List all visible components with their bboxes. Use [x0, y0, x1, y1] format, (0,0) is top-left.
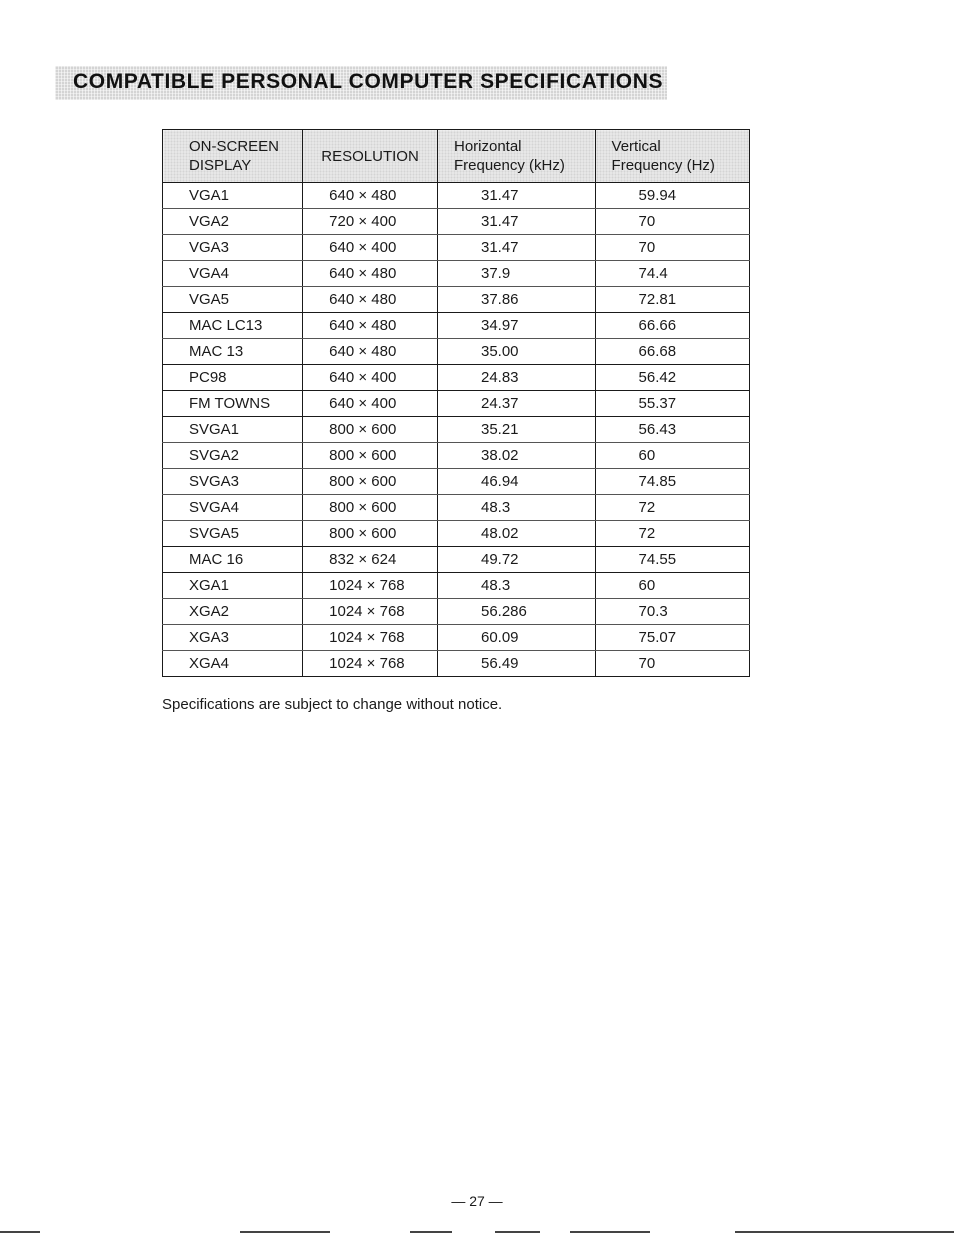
table-row — [163, 443, 750, 469]
cell-display-mode: VGA3 — [163, 235, 303, 261]
cell-resolution: 800 × 600 — [303, 469, 438, 495]
cell-display-mode: VGA1 — [163, 183, 303, 209]
cell-display-mode: FM TOWNS — [163, 391, 303, 417]
cell-horizontal-frequency: 48.3 — [437, 573, 595, 599]
bottom-rule — [495, 1231, 540, 1233]
table-row — [163, 287, 750, 313]
cell-vertical-frequency: 70 — [595, 209, 749, 235]
cell-horizontal-frequency: 34.97 — [437, 313, 595, 339]
cell-resolution: 640 × 480 — [303, 287, 438, 313]
bottom-rule — [240, 1231, 330, 1233]
bottom-rule — [410, 1231, 452, 1233]
cell-vertical-frequency: 59.94 — [595, 183, 749, 209]
cell-display-mode: SVGA3 — [163, 469, 303, 495]
cell-display-mode: MAC 13 — [163, 339, 303, 365]
table-row — [163, 521, 750, 547]
cell-display-mode: XGA1 — [163, 573, 303, 599]
cell-vertical-frequency: 72.81 — [595, 287, 749, 313]
cell-vertical-frequency: 70 — [595, 235, 749, 261]
cell-horizontal-frequency: 37.86 — [437, 287, 595, 313]
table-row — [163, 495, 750, 521]
table-body — [163, 183, 750, 677]
cell-horizontal-frequency: 31.47 — [437, 235, 595, 261]
cell-vertical-frequency: 74.85 — [595, 469, 749, 495]
cell-resolution: 800 × 600 — [303, 495, 438, 521]
cell-horizontal-frequency: 31.47 — [437, 209, 595, 235]
table-row — [163, 547, 750, 573]
table-row — [163, 573, 750, 599]
table-row — [163, 599, 750, 625]
cell-display-mode: SVGA5 — [163, 521, 303, 547]
header-line: Vertical — [611, 138, 661, 155]
cell-resolution: 640 × 400 — [303, 365, 438, 391]
cell-horizontal-frequency: 24.83 — [437, 365, 595, 391]
cell-vertical-frequency: 74.55 — [595, 547, 749, 573]
cell-horizontal-frequency: 56.49 — [437, 651, 595, 677]
cell-horizontal-frequency: 48.02 — [437, 521, 595, 547]
cell-display-mode: PC98 — [163, 365, 303, 391]
cell-vertical-frequency: 70.3 — [595, 599, 749, 625]
cell-resolution: 800 × 600 — [303, 521, 438, 547]
cell-display-mode: XGA4 — [163, 651, 303, 677]
cell-resolution: 640 × 480 — [303, 313, 438, 339]
cell-resolution: 800 × 600 — [303, 443, 438, 469]
header-line: Horizontal — [453, 138, 522, 155]
cell-resolution: 1024 × 768 — [303, 573, 438, 599]
table-row — [163, 651, 750, 677]
cell-resolution: 640 × 480 — [303, 183, 438, 209]
header-line: DISPLAY — [189, 157, 252, 174]
table-row — [163, 339, 750, 365]
cell-horizontal-frequency: 35.00 — [437, 339, 595, 365]
cell-vertical-frequency: 60 — [595, 573, 749, 599]
page-number: — 27 — — [451, 1193, 503, 1209]
cell-display-mode: SVGA2 — [163, 443, 303, 469]
cell-vertical-frequency: 66.68 — [595, 339, 749, 365]
header-resolution — [303, 130, 438, 183]
header-line: Frequency (Hz) — [611, 157, 715, 174]
cell-resolution: 640 × 480 — [303, 261, 438, 287]
header-line: RESOLUTION — [321, 147, 419, 165]
bottom-rule — [0, 1231, 40, 1233]
cell-vertical-frequency: 70 — [595, 651, 749, 677]
section-title: COMPATIBLE PERSONAL COMPUTER SPECIFICATIONS — [73, 70, 664, 93]
table-row — [163, 183, 750, 209]
cell-vertical-frequency: 74.4 — [595, 261, 749, 287]
cell-resolution: 640 × 480 — [303, 339, 438, 365]
table-row — [163, 235, 750, 261]
cell-horizontal-frequency: 46.94 — [437, 469, 595, 495]
cell-display-mode: VGA2 — [163, 209, 303, 235]
cell-horizontal-frequency: 48.3 — [437, 495, 595, 521]
cell-display-mode: MAC 16 — [163, 547, 303, 573]
header-line: Frequency (kHz) — [453, 157, 565, 174]
cell-resolution: 1024 × 768 — [303, 651, 438, 677]
bottom-rule — [735, 1231, 954, 1233]
cell-resolution: 640 × 400 — [303, 235, 438, 261]
table-row — [163, 365, 750, 391]
table-row — [163, 313, 750, 339]
table-row — [163, 625, 750, 651]
cell-vertical-frequency: 55.37 — [595, 391, 749, 417]
cell-horizontal-frequency: 60.09 — [437, 625, 595, 651]
cell-horizontal-frequency: 37.9 — [437, 261, 595, 287]
cell-vertical-frequency: 72 — [595, 495, 749, 521]
table-row — [163, 469, 750, 495]
cell-horizontal-frequency: 24.37 — [437, 391, 595, 417]
cell-resolution: 1024 × 768 — [303, 625, 438, 651]
cell-vertical-frequency: 60 — [595, 443, 749, 469]
cell-display-mode: MAC LC13 — [163, 313, 303, 339]
cell-horizontal-frequency: 38.02 — [437, 443, 595, 469]
cell-display-mode: VGA4 — [163, 261, 303, 287]
cell-display-mode: SVGA1 — [163, 417, 303, 443]
cell-vertical-frequency: 56.42 — [595, 365, 749, 391]
header-vertical-frequency — [595, 130, 749, 183]
cell-resolution: 720 × 400 — [303, 209, 438, 235]
cell-resolution: 832 × 624 — [303, 547, 438, 573]
disclaimer-note: Specifications are subject to change without notice. — [162, 696, 503, 713]
cell-horizontal-frequency: 56.286 — [437, 599, 595, 625]
bottom-rule — [570, 1231, 650, 1233]
table-row — [163, 391, 750, 417]
cell-resolution: 800 × 600 — [303, 417, 438, 443]
cell-horizontal-frequency: 31.47 — [437, 183, 595, 209]
cell-vertical-frequency: 75.07 — [595, 625, 749, 651]
header-line: ON-SCREEN — [189, 138, 280, 155]
cell-vertical-frequency: 72 — [595, 521, 749, 547]
cell-vertical-frequency: 56.43 — [595, 417, 749, 443]
cell-display-mode: XGA2 — [163, 599, 303, 625]
cell-display-mode: XGA3 — [163, 625, 303, 651]
header-horizontal-frequency — [437, 130, 595, 183]
table-row — [163, 417, 750, 443]
cell-display-mode: VGA5 — [163, 287, 303, 313]
cell-resolution: 1024 × 768 — [303, 599, 438, 625]
cell-resolution: 640 × 400 — [303, 391, 438, 417]
table-row — [163, 261, 750, 287]
table-row — [163, 209, 750, 235]
header-on-screen-display — [163, 130, 303, 183]
table-header — [163, 130, 750, 183]
cell-horizontal-frequency: 49.72 — [437, 547, 595, 573]
cell-horizontal-frequency: 35.21 — [437, 417, 595, 443]
cell-vertical-frequency: 66.66 — [595, 313, 749, 339]
cell-display-mode: SVGA4 — [163, 495, 303, 521]
header-row — [163, 130, 750, 183]
section-title-bar — [55, 66, 667, 100]
specifications-table — [162, 129, 750, 677]
